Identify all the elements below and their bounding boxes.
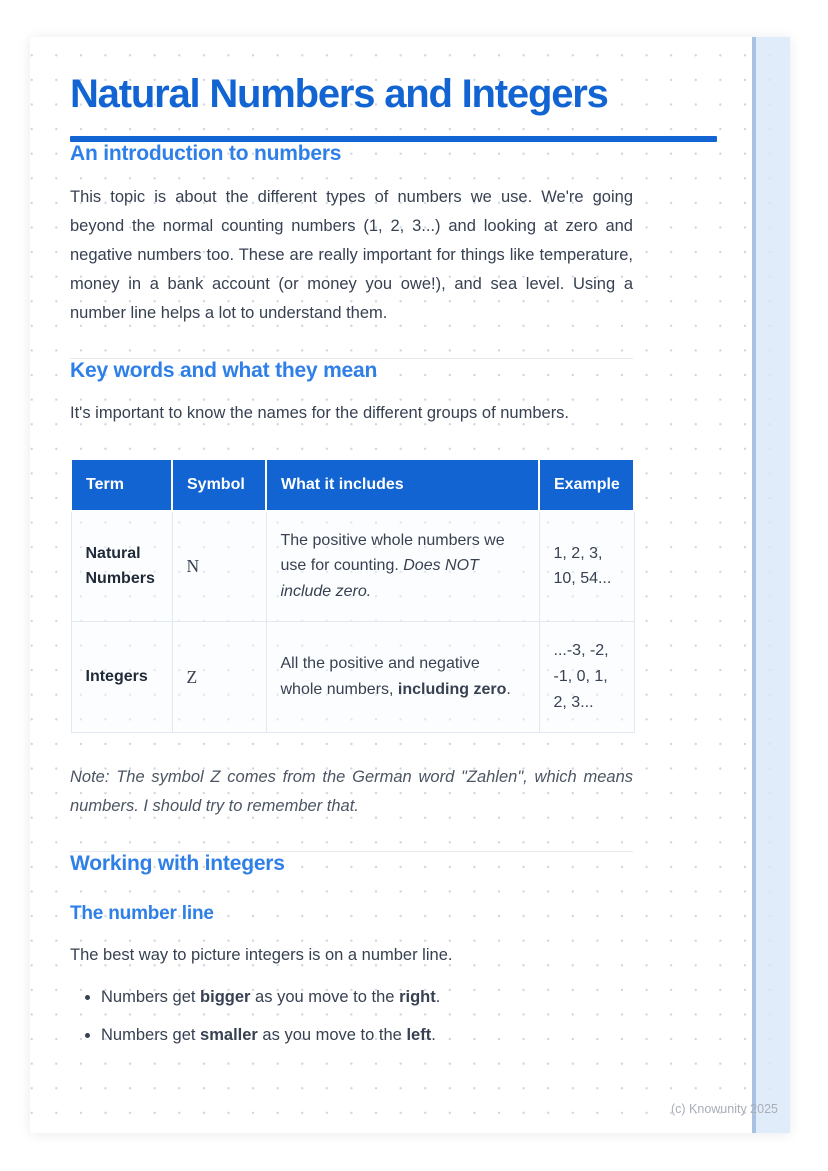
cell-term-integers: Integers	[71, 622, 172, 733]
section-heading-keywords: Key words and what they mean	[70, 359, 378, 383]
cell-includes-natural-numbers: The positive whole numbers we use for counting. Does NOT include zero.	[266, 511, 539, 622]
section-heading-introduction: An introduction to numbers	[70, 142, 342, 165]
page-title: Natural Numbers and Integers	[70, 72, 608, 116]
document-page	[30, 37, 790, 1133]
keywords-intro-text: It's important to know the names for the different groups of numbers.	[70, 404, 570, 423]
cell-includes-integers: All the positive and negative whole numbers, including zero.	[266, 622, 539, 733]
note-paragraph: Note: The symbol Z comes from the German word "Zahlen", which means numbers. I should try to remember that.	[70, 767, 633, 816]
number-line-bullet-list	[70, 985, 633, 1048]
column-header-term: Term	[71, 459, 172, 511]
document-content	[30, 37, 730, 1048]
table-header-row	[71, 459, 634, 511]
column-header-includes: What it includes	[266, 459, 539, 511]
column-header-symbol: Symbol	[172, 459, 266, 511]
keywords-table	[70, 458, 635, 733]
subsection-heading-number-line: The number line	[70, 903, 214, 925]
cell-symbol-n: N	[172, 511, 266, 622]
introduction-paragraph: This topic is about the different types of numbers we use. We're going beyond the normal counting numbers (1, 2, 3...) and looking at zero and negative numbers too. These are really important for things like temperature, money in a bank account (or money you owe!), and sea level. Using a number line helps a lot to understand them.	[70, 188, 633, 323]
list-item: • Numbers get smaller as you move to the left.	[101, 1023, 633, 1048]
notebook-margin-stripe	[752, 37, 790, 1133]
number-line-intro-text: The best way to picture integers is on a number line.	[70, 946, 453, 965]
list-item: • Numbers get bigger as you move to the right.	[101, 985, 633, 1010]
table-row	[71, 511, 634, 622]
cell-example-integers: ...-3, -2, -1, 0, 1, 2, 3...	[539, 622, 634, 733]
cell-symbol-z: Z	[172, 622, 266, 733]
section-heading-working: Working with integers	[70, 852, 285, 876]
cell-term-natural-numbers: Natural Numbers	[71, 511, 172, 622]
cell-example-natural-numbers: 1, 2, 3, 10, 54...	[539, 511, 634, 622]
column-header-example: Example	[539, 459, 634, 511]
table-row	[71, 622, 634, 733]
copyright-watermark: (c) Knowunity 2025	[670, 1102, 778, 1116]
